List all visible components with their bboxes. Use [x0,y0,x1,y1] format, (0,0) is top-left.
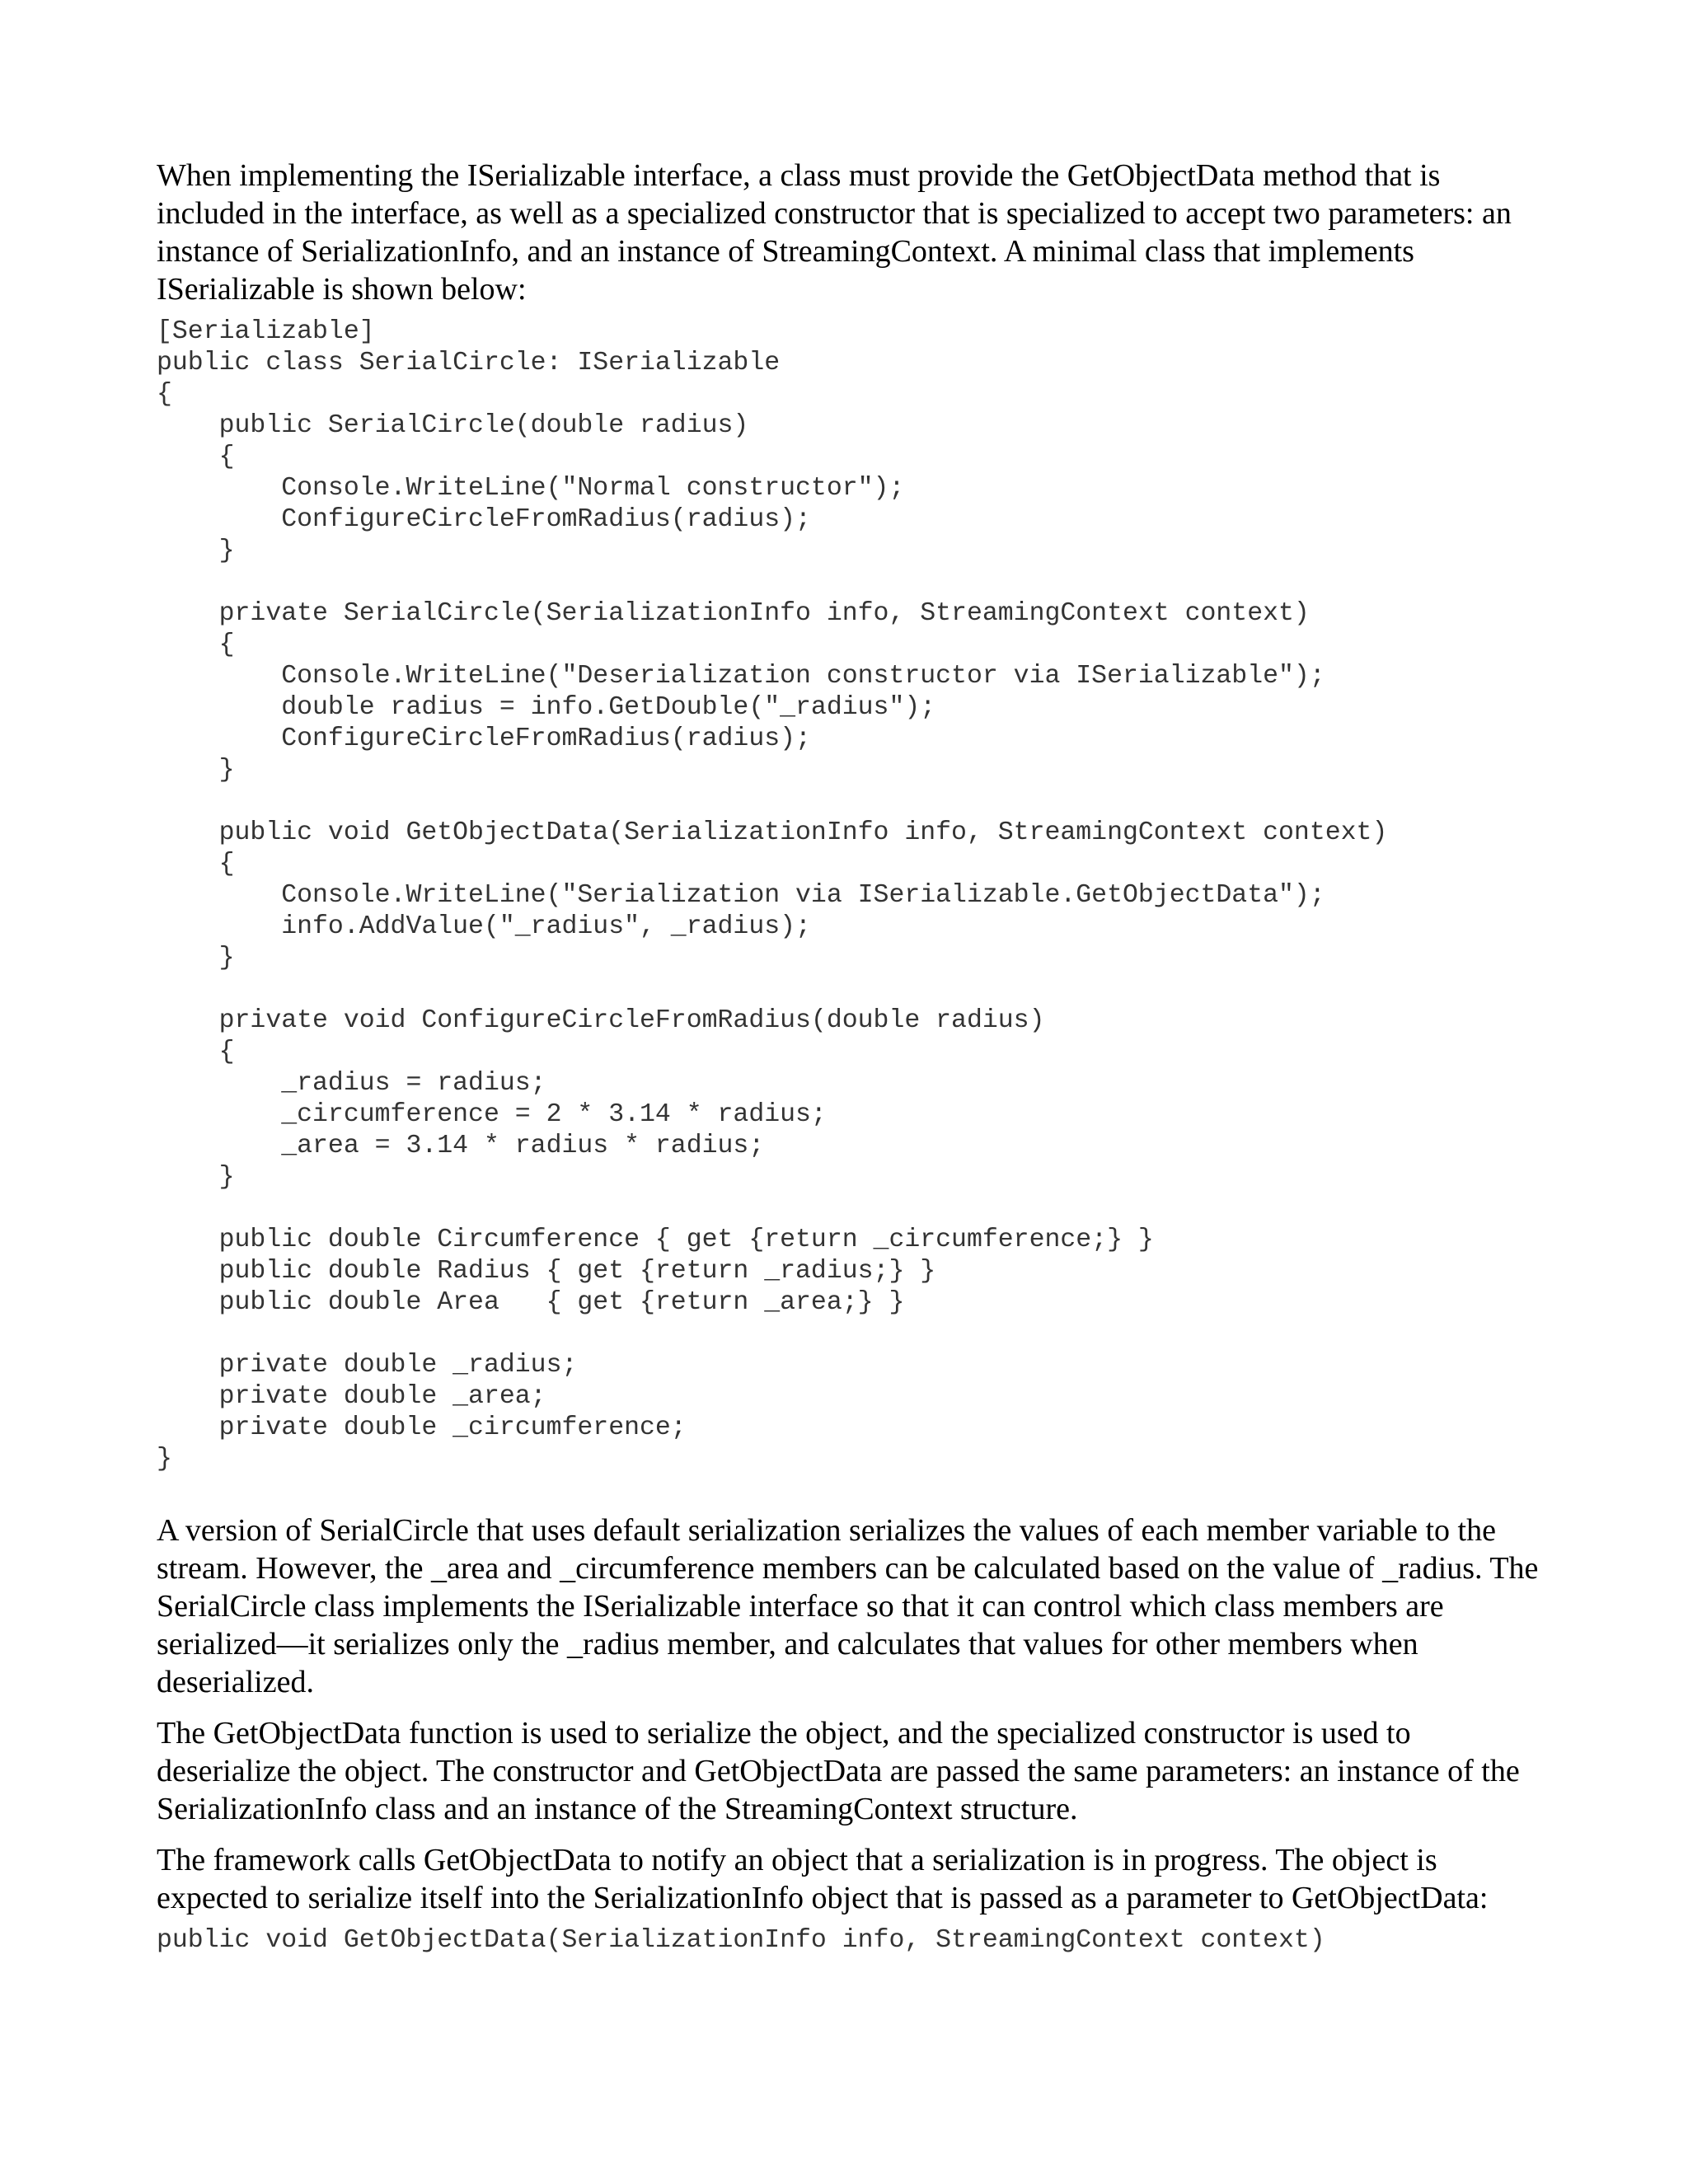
serial-circle-code-block: [Serializable] public class SerialCircle: ISerializable { public SerialCircle(double radius) { Console.WriteLine("Normal constructor"); ConfigureCircleFromRadius(radius); } private SerialCircle(SerializationInfo info, StreamingContext context) { Console.WriteLine("Deserialization constructor via ISerializable"); double radius = info.GetDouble("_radius"); ConfigureCircleFromRadius(radius); } public void GetObjectData(SerializationInfo info, StreamingContext context) { Console.WriteLine("Serialization via ISerializable.GetObjectData"); info.AddValue("_radius", _radius); } private void ConfigureCircleFromRadius(double radius) { _radius = radius; _circumference = 2 * 3.14 * radius; _area = 3.14 * radius * radius; } public double Circumference { get {return _circumference;} } public double Radius { get {return _radius;} } public double Area { get {return _area;} } private double _radius; private double _area; private double _circumference; } [157,317,1388,1474]
document-page [157,157,1541,1957]
default-serialization-paragraph: A version of SerialCircle that uses default serialization serializes the values of each member variable to the stream. However, the _area and _circumference members can be calculated based on the value of _radius. The SerialCircle class implements the ISerializable interface so that it can control which class members are serialized—it serializes only the _radius member, and calculates that values for other members when deserialized. [157,1513,1539,1699]
getobjectdata-usage-paragraph: The GetObjectData function is used to serialize the object, and the specialized constructor is used to deserialize the object. The constructor and GetObjectData are passed the same parameters: an instance of the SerializationInfo class and an instance of the StreamingContext structure. [157,1716,1520,1826]
intro-paragraph: When implementing the ISerializable interface, a class must provide the GetObjectData method that is included in the interface, as well as a specialized constructor that is specialized to accept two parameters: an instance of SerializationInfo, and an instance of StreamingContext. A minimal class that implements ISerializable is shown below: [157,158,1512,307]
framework-calls-paragraph: The framework calls GetObjectData to notify an object that a serialization is in progress. The object is expected to serialize itself into the SerializationInfo object that is passed as a parameter to GetObjectData: [157,1843,1489,1915]
getobjectdata-signature-code: public void GetObjectData(SerializationInfo info, StreamingContext context) [157,1926,1325,1955]
